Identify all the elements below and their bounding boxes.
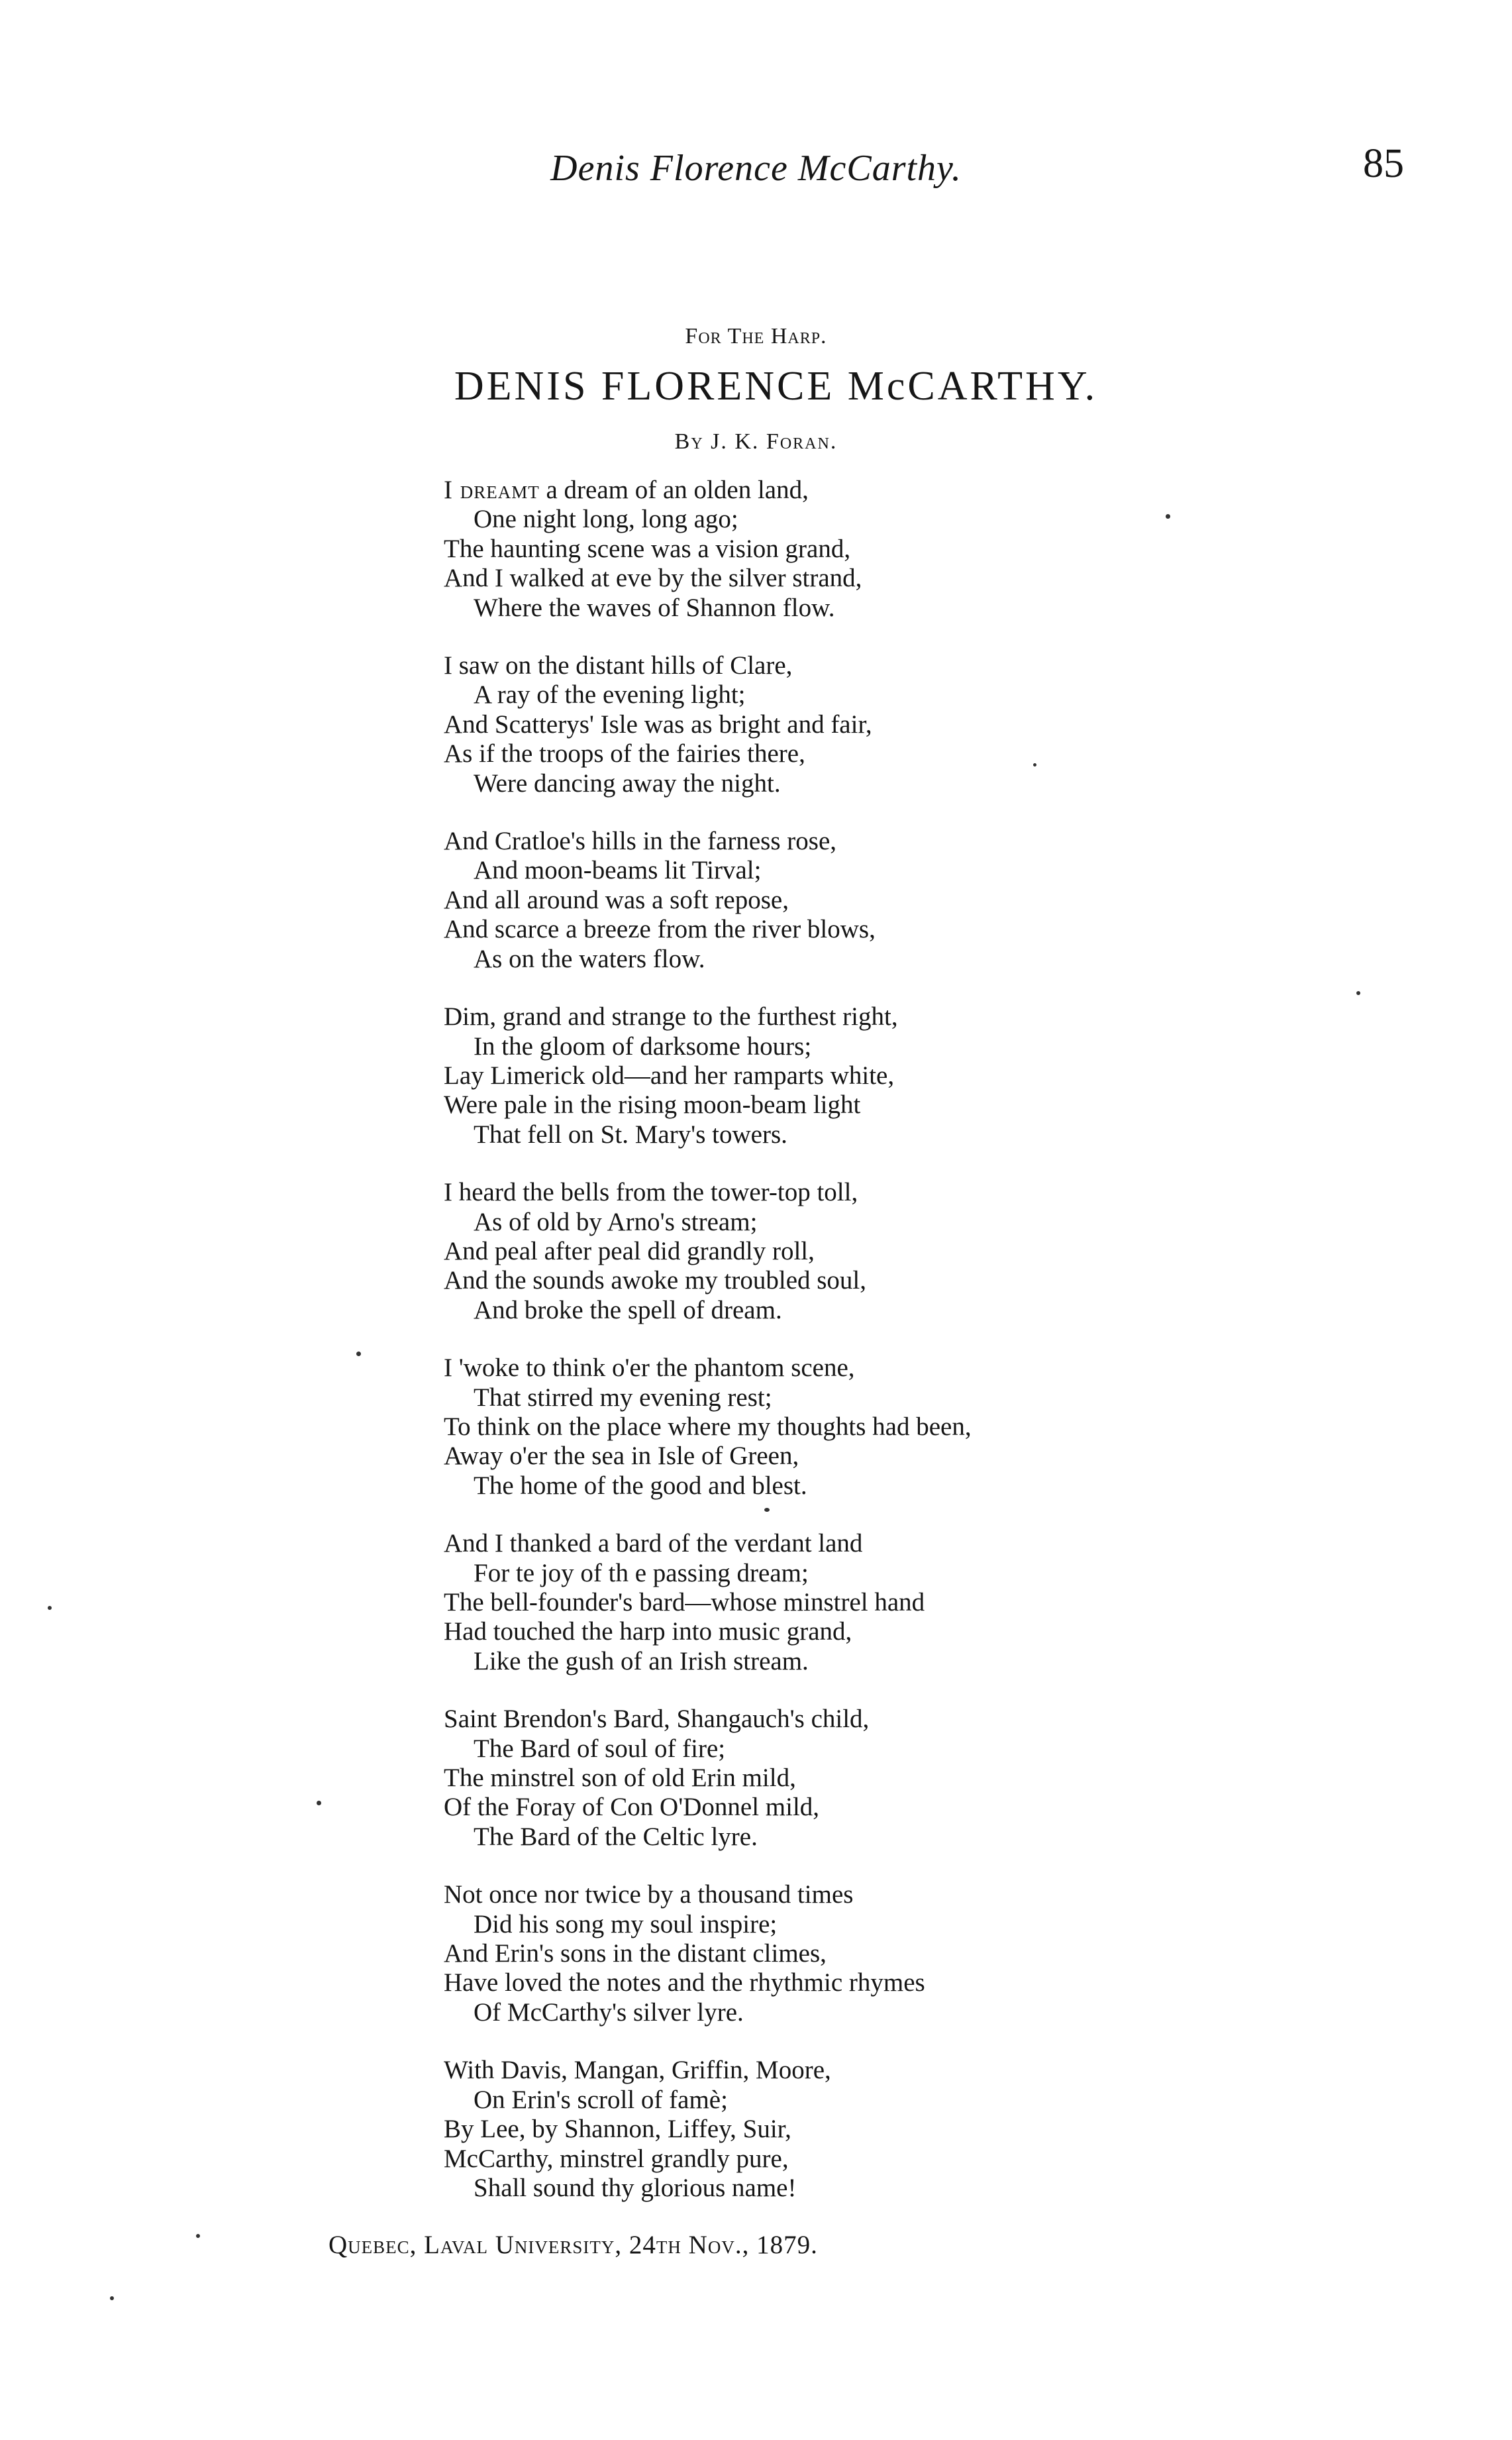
stanza (444, 1178, 1464, 1325)
scan-speck (1166, 514, 1170, 519)
poem-line: With Davis, Mangan, Griffin, Moore, (444, 2056, 831, 2085)
poem-line: I 'woke to think o'er the phantom scene, (444, 1353, 855, 1383)
scan-speck (48, 1606, 52, 1610)
page-number: 85 (1363, 141, 1404, 186)
poem-line: The home of the good and blest. (474, 1471, 807, 1500)
poem-line: As of old by Arno's stream; (474, 1207, 758, 1236)
poem-line: McCarthy, minstrel grandly pure, (444, 2144, 789, 2173)
poem-line: I saw on the distant hills of Clare, (444, 651, 793, 680)
poem-line: And Scatterys' Isle was as bright and fair, (444, 710, 872, 739)
poem-line: For te joy of th e passing dream; (474, 1558, 809, 1587)
stanza (444, 827, 1464, 974)
poem-line: Like the gush of an Irish stream. (474, 1646, 809, 1675)
stanza (444, 1353, 1464, 1501)
poem-line: Where the waves of Shannon flow. (474, 593, 835, 622)
poem-line: As on the waters flow. (474, 944, 705, 973)
poem-title: DENIS FLORENCE McCARTHY. (454, 364, 1098, 409)
poem-line: Saint Brendon's Bard, Shangauch's child, (444, 1705, 870, 1734)
poem-line: The haunting scene was a vision grand, (444, 534, 851, 563)
poem-line: I heard the bells from the tower-top toll, (444, 1178, 858, 1207)
scan-speck (110, 2296, 114, 2300)
scan-speck (356, 1352, 361, 1356)
poem-line: The minstrel son of old Erin mild, (444, 1764, 796, 1793)
poem-line: Were pale in the rising moon-beam light (444, 1090, 861, 1120)
poem-line: To think on the place where my thoughts had been, (444, 1412, 972, 1441)
scan-speck (196, 2234, 200, 2238)
poem-line: One night long, long ago; (474, 505, 738, 534)
poem-body (444, 476, 1464, 2231)
poem-line: And peal after peal did grandly roll, (444, 1236, 815, 1265)
poem-line: The Bard of soul of fire; (474, 1734, 726, 1763)
opening-words: I dreamt (444, 476, 540, 504)
poem-line: Of McCarthy's silver lyre. (474, 1997, 744, 2027)
poem-line: And Cratloe's hills in the farness rose, (444, 827, 836, 856)
poem-line: Of the Foray of Con O'Donnel mild, (444, 1793, 820, 1822)
stanza (444, 1705, 1464, 1852)
poem-line: Shall sound thy glorious name! (474, 2173, 797, 2202)
poem-line: Not once nor twice by a thousand times (444, 1880, 854, 1909)
poem-line: And Erin's sons in the distant climes, (444, 1939, 827, 1968)
scan-speck (1356, 991, 1360, 995)
source-line: For The Harp. (685, 324, 827, 348)
poem-line: And the sounds awoke my troubled soul, (444, 1266, 867, 1295)
poem-line: That stirred my evening rest; (474, 1383, 772, 1412)
poem-line: Have loved the notes and the rhythmic rhymes (444, 1968, 925, 1997)
poem-line: And I thanked a bard of the verdant land (444, 1529, 863, 1558)
poem-line: Dim, grand and strange to the furthest right, (444, 1002, 898, 1032)
stanza (444, 476, 1464, 623)
scan-speck (317, 1801, 321, 1805)
poem-line: Away o'er the sea in Isle of Green, (444, 1442, 799, 1471)
poem-line: And scarce a breeze from the river blows, (444, 915, 876, 944)
poem-line: The bell-founder's bard—whose minstrel hand (444, 1588, 925, 1617)
poem-line: On Erin's scroll of famè; (474, 2085, 728, 2114)
poem-line: Had touched the harp into music grand, (444, 1617, 852, 1646)
poem-line: The Bard of the Celtic lyre. (474, 1822, 758, 1851)
stanza (444, 1529, 1464, 1676)
running-head: Denis Florence McCarthy. (550, 148, 962, 189)
stanza (444, 651, 1464, 798)
signature: Quebec, Laval University, 24th Nov., 1879. (328, 2231, 818, 2259)
poem-line: By Lee, by Shannon, Liffey, Suir, (444, 2115, 791, 2144)
poem-line: A ray of the evening light; (474, 680, 746, 710)
poem-line: That fell on St. Mary's towers. (474, 1120, 787, 1149)
stanza (444, 1002, 1464, 1149)
stanza (444, 1880, 1464, 2027)
poem-line: As if the troops of the fairies there, (444, 739, 805, 769)
poem-line: And I walked at eve by the silver strand, (444, 564, 862, 593)
poem-line: And moon-beams lit Tirval; (474, 856, 762, 885)
scan-speck (764, 1508, 770, 1512)
poem-line: And all around was a soft repose, (444, 885, 789, 914)
stanza (444, 2056, 1464, 2203)
scan-speck (1033, 763, 1036, 767)
poem-line: Were dancing away the night. (474, 769, 781, 798)
byline: By J. K. Foran. (674, 429, 838, 454)
poem-line: I dreamt a dream of an olden land, (444, 476, 809, 504)
poem-line: In the gloom of darksome hours; (474, 1032, 812, 1061)
poem-line: And broke the spell of dream. (474, 1295, 782, 1324)
poem-line: Lay Limerick old—and her ramparts white, (444, 1061, 895, 1090)
poem-line: Did his song my soul inspire; (474, 1909, 778, 1938)
